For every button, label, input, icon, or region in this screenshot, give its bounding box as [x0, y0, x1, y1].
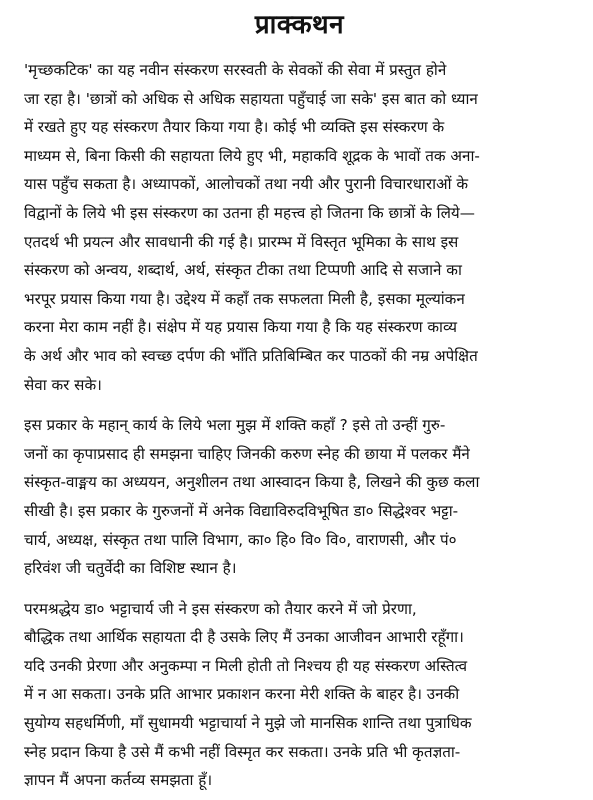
text-line: स्नेह प्रदान किया है उसे मैं कभी नहीं विस्मृत कर सकता। उनके प्रति भी कृतज्ञता-	[24, 742, 461, 761]
page-title: प्राक्कथन	[254, 10, 345, 40]
text-line: में रखते हुए यह संस्करण तैयार किया गया है। कोई भी व्यक्ति इस संस्करण के	[24, 118, 445, 137]
paragraph-2	[24, 411, 575, 583]
text-line: माध्यम से, बिना किसी की सहायता लिये हुए भी, महाकवि शूद्रक के भावों तक अना-	[24, 146, 480, 165]
paragraph-1	[24, 56, 575, 399]
text-line: एतदर्थ भी प्रयत्न और सावधानी की गई है। प्रारम्भ में विस्तृत भूमिका के साथ इस	[24, 232, 459, 251]
paragraph-3	[24, 595, 575, 795]
text-line: सेवा कर सके।	[24, 375, 102, 394]
text-line: इस प्रकार के महान् कार्य के लिये भला मुझ में शक्ति कहाँ ? इसे तो उन्हीं गुरु-	[24, 416, 446, 435]
text-line: जनों का कृपाप्रसाद ही समझना चाहिए जिनकी करुण स्नेह की छाया में पलकर मैंने	[24, 444, 470, 463]
text-line: संस्कृत-वाङ्मय का अध्ययन, अनुशीलन तथा आस्वादन किया है, लिखने की कुछ कला	[24, 473, 480, 492]
text-line: बौद्धिक तथा आर्थिक सहायता दी है उसके लिए मैं उनका आजीवन आभारी रहूँगा।	[24, 628, 464, 647]
text-line: के अर्थ और भाव को स्वच्छ दर्पण की भाँति प्रतिबिम्बित कर पाठकों की नम्र अपेक्षित	[24, 346, 478, 365]
text-line: हरिवंश जी चतुर्वेदी का विशिष्ट स्थान है।	[24, 559, 237, 578]
text-line: करना मेरा काम नहीं है। संक्षेप में यह प्रयास किया गया है कि यह संस्करण काव्य	[24, 318, 457, 337]
text-line: सीखी है। इस प्रकार के गुरुजनों में अनेक विद्याविरुदविभूषित डा० सिद्धेश्वर भट्टा-	[24, 501, 459, 520]
text-line: यदि उनकी प्रेरणा और अनुकम्पा न मिली होती तो निश्चय ही यह संस्करण अस्तित्व	[24, 656, 468, 675]
text-line: यास पहुँच सकता है। अध्यापकों, आलोचकों तथा नयी और पुरानी विचारधाराओं के	[24, 175, 469, 194]
text-line: भरपूर प्रयास किया गया है। उद्देश्य में कहाँ तक सफलता मिली है, इसका मूल्यांकन	[24, 289, 465, 308]
text-line: संस्करण को अन्वय, शब्दार्थ, अर्थ, संस्कृत टीका तथा टिप्पणी आदि से सजाने का	[24, 261, 462, 280]
text-line: में न आ सकता। उनके प्रति आभार प्रकाशन करना मेरी शक्ति के बाहर है। उनकी	[24, 685, 460, 704]
text-line: परमश्रद्धेय डा० भट्टाचार्य जी ने इस संस्करण को तैयार करने में जो प्रेरणा,	[24, 599, 417, 618]
text-line: 'मृच्छकटिक' का यह नवीन संस्करण सरस्वती के सेवकों की सेवा में प्रस्तुत होने	[24, 61, 447, 79]
text-line: जा रहा है। 'छात्रों को अधिक से अधिक सहायता पहुँचाई जा सके' इस बात को ध्यान	[24, 89, 478, 108]
text-line: विद्वानों के लिये भी इस संस्करण का उतना ही महत्त्व हो जितना कि छात्रों के लिये—	[24, 203, 475, 222]
text-line: सुयोग्य सहधर्मिणी, माँ सुधामयी भट्टाचार्या ने मुझे जो मानसिक शान्ति तथा पुत्राधिक	[24, 714, 472, 733]
text-line: ज्ञापन मैं अपना कर्तव्य समझता हूँ।	[24, 771, 213, 790]
text-line: चार्य, अध्यक्ष, संस्कृत तथा पालि विभाग, का० हि० वि० वि०, वाराणसी, और पं०	[24, 530, 457, 549]
